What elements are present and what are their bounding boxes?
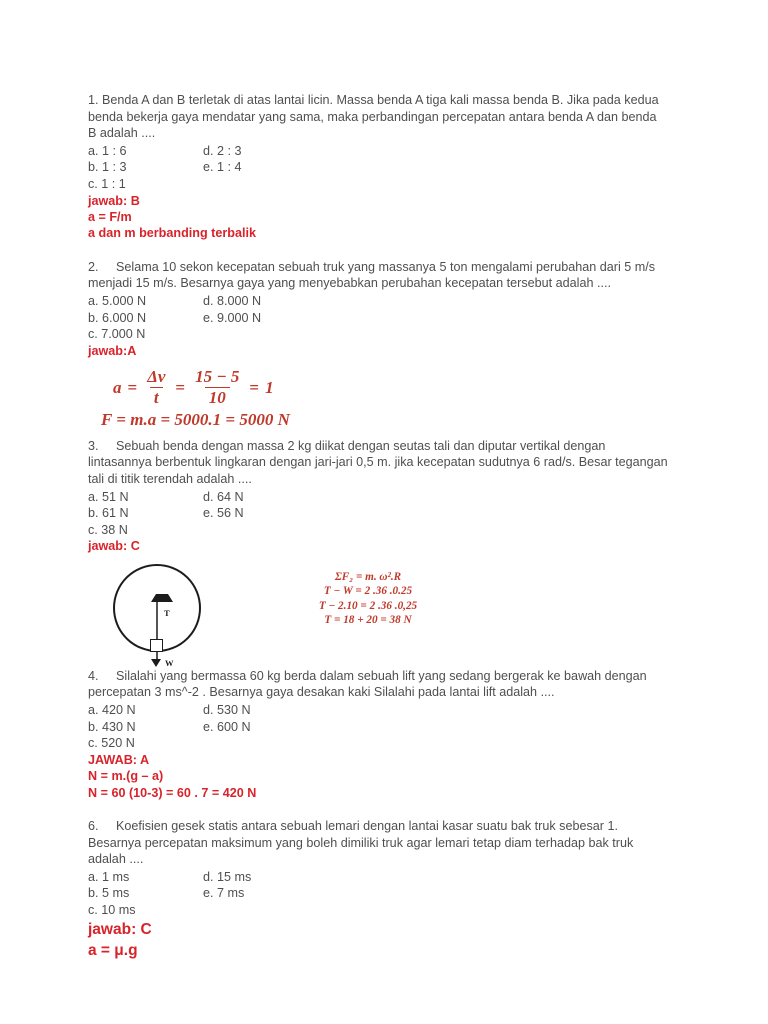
option-d[interactable]: d. 15 ms <box>203 869 252 884</box>
spacer <box>88 242 668 259</box>
question-4-answer-line: N = m.(g – a) <box>88 769 164 784</box>
option-row <box>88 143 668 160</box>
question-3-stem: 3. Sebuah benda dengan massa 2 kg diikat dengan seutas tali dan diputar vertikal dengan lintasannya berbentuk lingkaran dengan jari-jari 0,5 m. jika kecepatan sudutnya 6 rad/s. Besar tegangan tali di titik terendah adalah .... <box>88 438 672 487</box>
option-row <box>88 159 668 176</box>
weight-label: W <box>165 657 174 668</box>
question-6-stem: 6. Koefisien gesek statis antara sebuah lemari dengan lantai kasar suatu bak truk sebesar 1. Besarnya percepatan maksimum yang boleh dimiliki truk agar lemari tetap diam terhadap bak truk adalah .... <box>88 819 637 867</box>
question-1-options <box>88 143 668 193</box>
question-2-stem: 2. Selama 10 sekon kecepatan sebuah truk yang massanya 5 ton mengalami perubahan dari 5 m/s menjadi 15 m/s. Besarnya gaya yang menyebabkan perubahan kecepatan tersebut adalah .... <box>88 259 659 291</box>
equation-line: T − 2.10 = 2 .36 .0,25 <box>318 599 418 612</box>
question-4-stem: 4. Silalahi yang bermassa 60 kg berda dalam sebuah lift yang sedang bergerak ke bawah dengan percepatan 3 ms^-2 . Besarnya gaya desakan kaki Silalahi pada lantai lift adalah .... <box>88 668 651 700</box>
question-3-answer-line: jawab: C <box>88 539 140 554</box>
option-row <box>88 310 668 327</box>
option-d[interactable]: d. 8.000 N <box>203 293 262 308</box>
question-1-answer-line: a dan m berbanding terbalik <box>88 226 256 241</box>
fraction-numerator: 15 − 5 <box>195 367 240 387</box>
question-6 <box>88 818 668 961</box>
question-1 <box>88 92 668 242</box>
question-4 <box>88 668 668 801</box>
formula-result: 1 <box>265 377 274 397</box>
formula-equals: = <box>127 377 138 397</box>
option-b[interactable]: b. 6.000 N <box>88 310 147 325</box>
option-row <box>88 885 668 902</box>
question-3-options <box>88 489 668 539</box>
fraction-dv-over-t <box>143 368 169 407</box>
question-2-options <box>88 293 668 343</box>
option-row <box>88 522 668 539</box>
formula-equals: = <box>249 377 260 397</box>
option-a[interactable]: a. 420 N <box>88 703 136 717</box>
option-row <box>88 902 668 919</box>
question-6-options <box>88 869 668 919</box>
question-3-equations <box>263 570 473 628</box>
option-row <box>88 293 668 310</box>
question-2-formula <box>88 368 668 430</box>
option-e[interactable]: e. 7 ms <box>203 886 245 901</box>
equation-line: T − W = 2 .36 .0.25 <box>323 585 413 598</box>
formula-line-1 <box>88 368 668 407</box>
fraction-denominator: t <box>150 387 163 407</box>
option-c[interactable]: c. 10 ms <box>88 902 136 917</box>
spacer <box>88 801 668 818</box>
question-6-answer-line: jawab: C <box>88 920 152 938</box>
option-row <box>88 702 668 719</box>
option-row <box>88 735 668 752</box>
question-4-answer-line: JAWAB: A <box>88 752 150 767</box>
option-c[interactable]: c. 1 : 1 <box>88 176 126 191</box>
option-b[interactable]: b. 430 N <box>88 719 136 734</box>
option-e[interactable]: e. 56 N <box>203 506 244 521</box>
question-3 <box>88 438 672 668</box>
equation-line: T = 18 + 20 = 38 N <box>324 614 412 627</box>
question-6-answer-line: a = μ.g <box>88 941 138 959</box>
question-1-answer-line: a = F/m <box>88 209 132 224</box>
option-row <box>88 505 668 522</box>
option-e[interactable]: e. 1 : 4 <box>203 160 242 175</box>
fraction-15minus5-over-10 <box>191 368 243 407</box>
option-a[interactable]: a. 1 ms <box>88 869 130 884</box>
formula-line-2: F = m.a = 5000.1 = 5000 N <box>101 409 290 429</box>
equation-line: ΣF₂ = m. ω².R <box>334 570 402 583</box>
tension-label: T <box>164 607 170 618</box>
formula-equals: = <box>175 377 186 397</box>
question-4-answer-line: N = 60 (10-3) = 60 . 7 = 420 N <box>88 785 257 800</box>
question-3-diagram <box>88 560 668 668</box>
option-d[interactable]: d. 530 N <box>203 703 251 717</box>
option-row <box>88 176 668 193</box>
option-b[interactable]: b. 1 : 3 <box>88 160 127 175</box>
weight-arrow-icon <box>151 659 161 667</box>
question-1-answer-line: jawab: B <box>88 193 140 208</box>
mass-marker <box>150 639 163 652</box>
option-c[interactable]: c. 38 N <box>88 522 128 537</box>
question-2-answer-line: jawab:A <box>88 343 137 358</box>
option-a[interactable]: a. 5.000 N <box>88 293 147 308</box>
option-e[interactable]: e. 9.000 N <box>203 310 262 325</box>
formula-lhs: a <box>113 377 122 397</box>
option-a[interactable]: a. 51 N <box>88 489 129 504</box>
option-row <box>88 489 668 506</box>
option-row <box>88 719 668 736</box>
option-row <box>88 869 668 886</box>
question-1-stem: 1. Benda A dan B terletak di atas lantai licin. Massa benda A tiga kali massa benda B. Jika pada kedua benda bekerja gaya mendatar yang sama, maka perbandingan percepatan antara benda A dan benda B adalah .... <box>88 93 663 141</box>
option-d[interactable]: d. 2 : 3 <box>203 143 242 158</box>
option-b[interactable]: b. 61 N <box>88 506 129 521</box>
option-row <box>88 326 668 343</box>
fraction-numerator: Δv <box>147 367 166 387</box>
question-4-options <box>88 702 668 752</box>
option-c[interactable]: c. 7.000 N <box>88 327 146 342</box>
option-b[interactable]: b. 5 ms <box>88 886 130 901</box>
question-2 <box>88 259 668 430</box>
option-d[interactable]: d. 64 N <box>203 489 244 504</box>
option-a[interactable]: a. 1 : 6 <box>88 143 127 158</box>
option-e[interactable]: e. 600 N <box>203 719 251 734</box>
tension-arrow-icon <box>151 594 173 602</box>
fraction-denominator: 10 <box>205 387 230 407</box>
option-c[interactable]: c. 520 N <box>88 736 135 751</box>
